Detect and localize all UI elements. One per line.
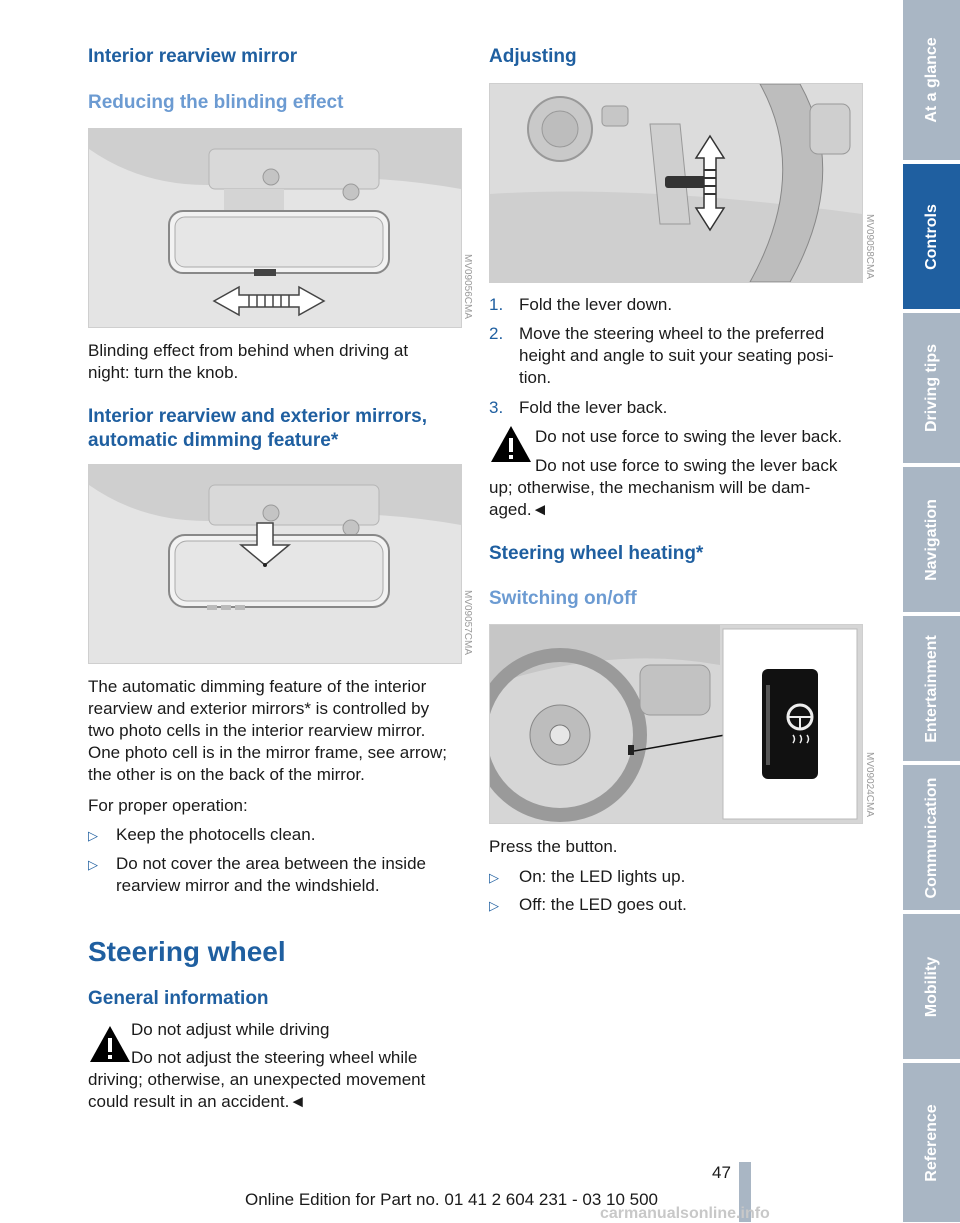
warning-text-line: aged.◄	[489, 500, 549, 519]
warning-text-line: Do not adjust the steering wheel while	[131, 1048, 418, 1067]
list-item	[489, 894, 869, 916]
warning-text-line: could result in an accident.◄	[88, 1092, 307, 1111]
text-line: rearview and exterior mirrors* is controlled by	[88, 699, 430, 718]
step-text: Fold the lever back.	[519, 398, 668, 417]
tab-label: Entertainment	[922, 634, 940, 743]
warning-icon	[88, 1022, 132, 1066]
step-item	[489, 397, 869, 419]
tab-mobility[interactable]	[903, 914, 960, 1059]
tab-entertainment[interactable]	[903, 616, 960, 761]
tab-label: Reference	[922, 1103, 940, 1182]
bullet-icon: ▷	[489, 870, 499, 885]
section-title-mirror: Interior rearview mirror	[88, 46, 298, 67]
tab-label: Navigation	[922, 498, 940, 581]
step-number: 2.	[489, 324, 504, 343]
page-number: 47	[712, 1163, 731, 1182]
warning-icon	[489, 422, 533, 466]
subsection-title-heating: Steering wheel heating*	[489, 543, 704, 564]
tab-label: Driving tips	[922, 343, 940, 433]
tab-driving-tips[interactable]	[903, 313, 960, 463]
watermark: carmanualsonline.info	[600, 1205, 770, 1222]
tab-label: At a glance	[922, 37, 940, 123]
warning-title: Do not adjust while driving	[131, 1020, 330, 1039]
step-text: Fold the lever down.	[519, 295, 673, 314]
bullet-icon: ▷	[489, 898, 499, 913]
press-button-text: Press the button.	[489, 837, 618, 856]
text-line: night: turn the knob.	[88, 363, 239, 382]
figure-code: MV09057CMA	[462, 590, 473, 656]
tab-navigation[interactable]	[903, 467, 960, 612]
list-item	[88, 853, 468, 897]
tab-label: Communication	[922, 777, 940, 898]
text-line: two photo cells in the interior rearview mirror.	[88, 721, 426, 740]
step-text: Move the steering wheel to the preferred	[519, 324, 825, 343]
text-line: Blinding effect from behind when driving at	[88, 341, 409, 360]
step-number: 1.	[489, 295, 504, 314]
figure-code: MV09058CMA	[864, 214, 875, 280]
tab-label: Mobility	[922, 956, 940, 1017]
tab-controls[interactable]	[903, 164, 960, 309]
bullet-icon: ▷	[88, 828, 98, 843]
mirror-photocell-figure	[88, 464, 462, 664]
warning-text-line: driving; otherwise, an unexpected movement	[88, 1070, 426, 1089]
list-item-text: rearview mirror and the windshield.	[116, 876, 380, 895]
tab-label: Controls	[922, 203, 940, 270]
warning-text-line: Do not use force to swing the lever back	[535, 456, 838, 475]
figure-code: MV09024CMA	[864, 752, 875, 818]
bullet-icon: ▷	[88, 857, 98, 872]
tab-at-a-glance[interactable]	[903, 0, 960, 160]
list-item-text: Do not cover the area between the inside	[116, 854, 426, 873]
text-line: One photo cell is in the mirror frame, see arrow;	[88, 743, 448, 762]
blinding-paragraph	[88, 340, 468, 384]
heading-line: automatic dimming feature*	[88, 430, 339, 451]
figure-code: MV09056CMA	[462, 254, 473, 320]
subsection-title-auto-dim	[88, 405, 427, 453]
tab-reference[interactable]	[903, 1063, 960, 1222]
mirror-knob-figure	[88, 128, 462, 328]
step-text: tion.	[519, 368, 552, 387]
list-item-text: Keep the photocells clean.	[116, 825, 316, 844]
auto-dim-paragraph	[88, 676, 468, 786]
warning-title: Do not use force to swing the lever back.	[535, 427, 843, 446]
text-line: the other is on the back of the mirror.	[88, 765, 365, 784]
text-line: The automatic dimming feature of the interior	[88, 677, 427, 696]
tab-communication[interactable]	[903, 765, 960, 910]
list-item	[88, 824, 468, 846]
list-item-text: On: the LED lights up.	[519, 867, 686, 886]
step-number: 3.	[489, 398, 504, 417]
warning-text-line: up; otherwise, the mechanism will be dam-	[489, 478, 811, 497]
subsection-title-adjusting: Adjusting	[489, 46, 577, 67]
subsection-title-blinding: Reducing the blinding effect	[88, 92, 344, 113]
steering-lever-figure	[489, 83, 863, 283]
edition-line: Online Edition for Part no. 01 41 2 604 231 - 03 10 500	[244, 1190, 658, 1209]
chapter-title-steering: Steering wheel	[88, 936, 286, 967]
chapter-tabs	[903, 0, 960, 1222]
list-item-text: Off: the LED goes out.	[519, 895, 687, 914]
step-item	[489, 323, 869, 389]
proper-operation-text: For proper operation:	[88, 796, 248, 815]
step-item	[489, 294, 869, 316]
step-text: height and angle to suit your seating posi-	[519, 346, 834, 365]
heading-line: Interior rearview and exterior mirrors,	[88, 406, 427, 427]
subsection-title-general: General information	[88, 988, 269, 1009]
list-item	[489, 866, 869, 888]
subsection-title-switch: Switching on/off	[489, 588, 637, 609]
heating-button-figure	[489, 624, 863, 824]
